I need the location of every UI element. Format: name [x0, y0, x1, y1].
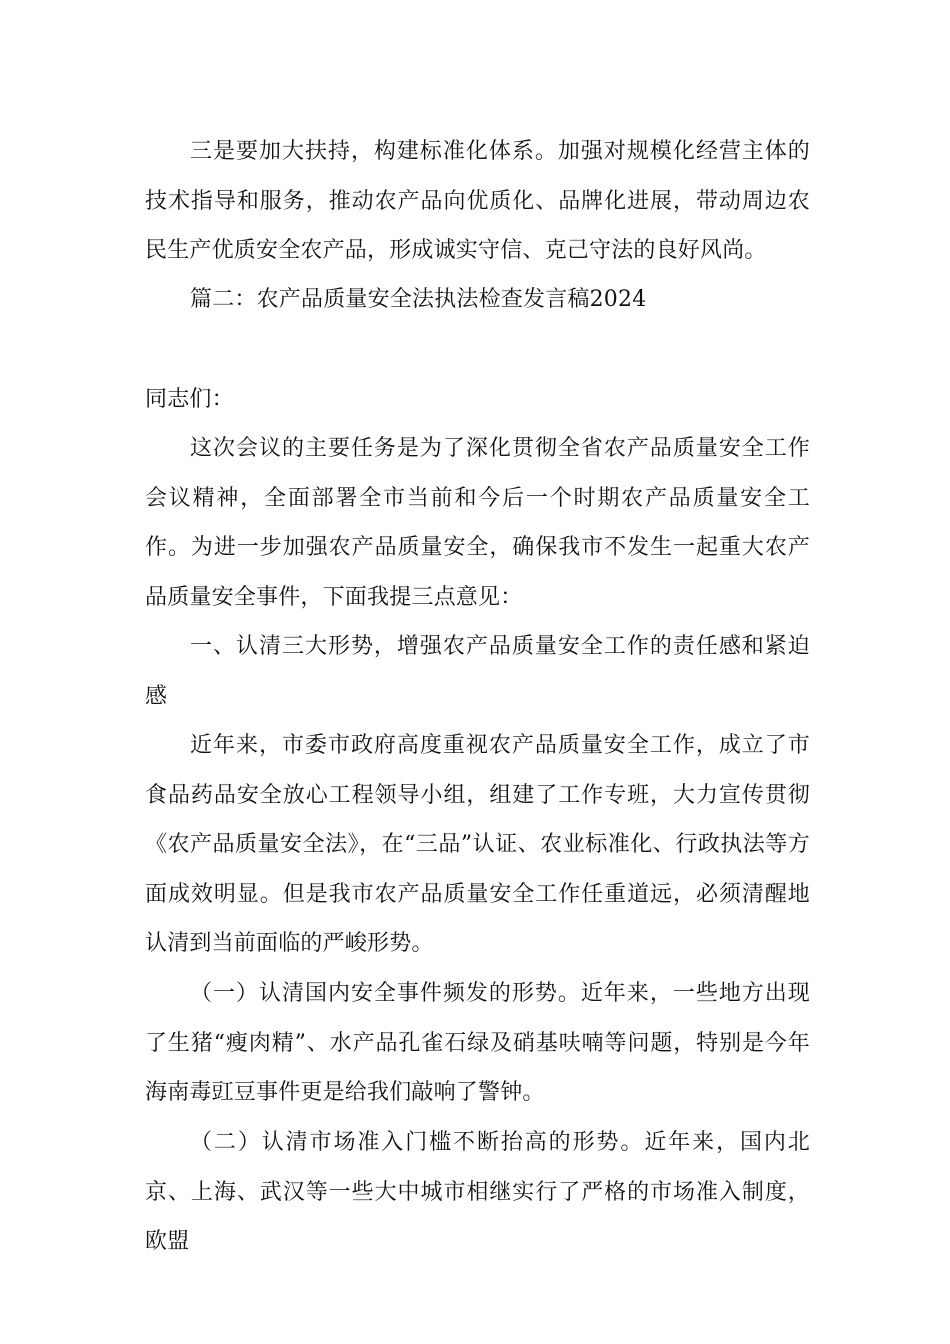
paragraph-market-access: （二）认清市场准入门槛不断抬高的形势。近年来，国内北京、上海、武汉等一些大中城市相继实行了严格的市场准入制度，欧盟: [145, 1130, 810, 1254]
salutation: 同志们：: [145, 387, 234, 412]
paragraph-domestic-incidents: （一）认清国内安全事件频发的形势。近年来，一些地方出现了生猪“瘦肉精”、水产品孔雀石绿及硝基呋喃等问题，特别是今年海南毒豇豆事件更是给我们敲响了警钟。: [145, 981, 810, 1105]
paragraph-recent-years: 近年来，市委市政府高度重视农产品质量安全工作，成立了市食品药品安全放心工程领导小组，组建了工作专班，大力宣传贯彻《农产品质量安全法》，在“三品”认证、农业标准化、行政执法等方面成效明显。但是我市农产品质量安全工作任重道远，必须清醒地认清到当前面临的严峻形势。: [145, 733, 810, 956]
heading-point-one: 一、认清三大形势，增强农产品质量安全工作的责任感和紧迫感: [145, 634, 810, 709]
paragraph-meeting-task: 这次会议的主要任务是为了深化贯彻全省农产品质量安全工作会议精神，全面部署全市当前和今后一个时期农产品质量安全工作。为进一步加强农产品质量安全，确保我市不发生一起重大农产品质量安全事件，下面我提三点意见：: [145, 436, 810, 610]
paragraph-standardization: 三是要加大扶持，构建标准化体系。加强对规模化经营主体的技术指导和服务，推动农产品向优质化、品牌化进展，带动周边农民生产优质安全农产品，形成诚实守信、克己守法的良好风尚。: [145, 139, 810, 263]
section-heading-part-two: 篇二：农产品质量安全法执法检查发言稿2024: [190, 287, 647, 312]
